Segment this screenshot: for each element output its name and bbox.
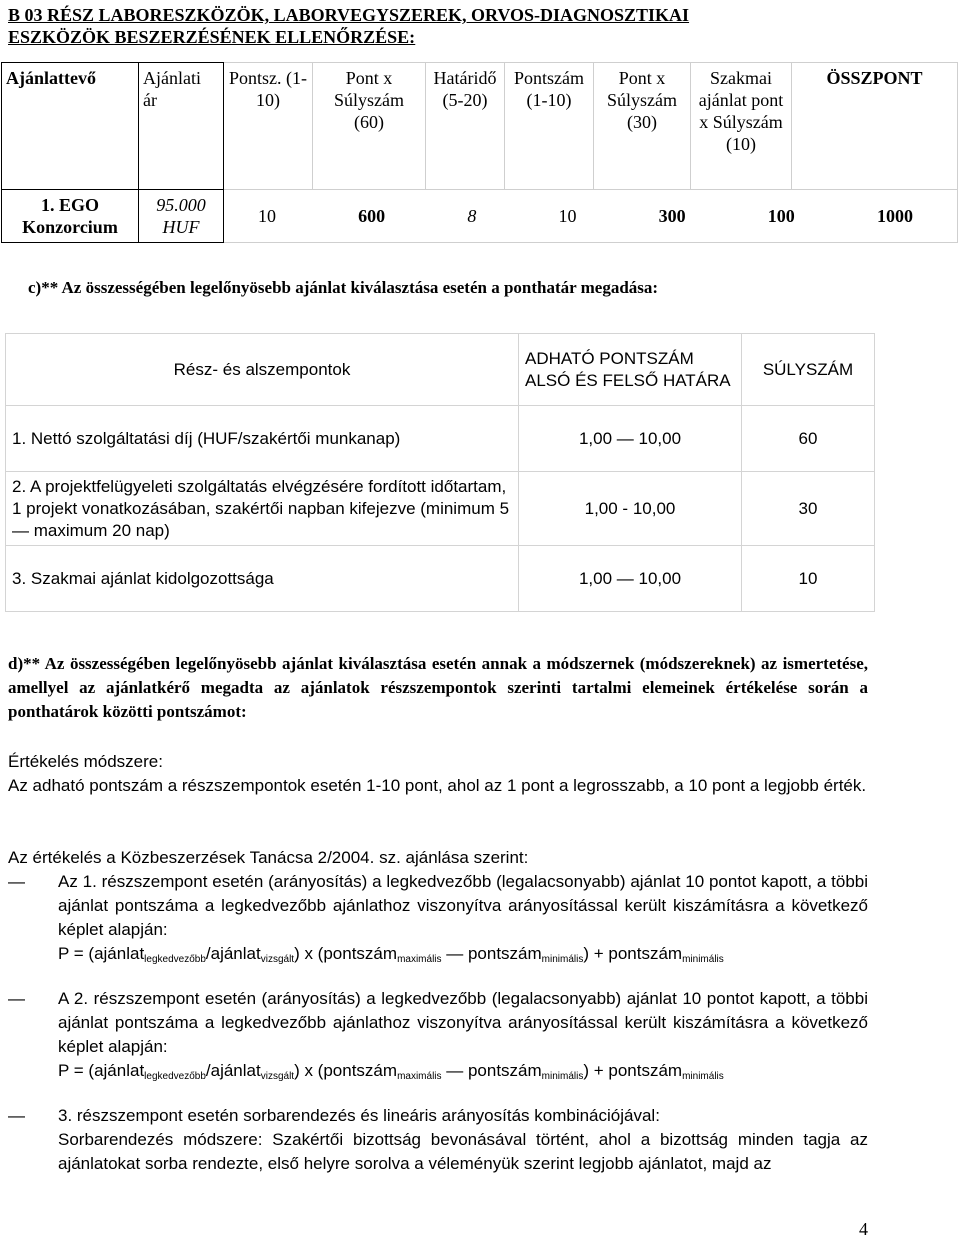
formula-part: /ajánlat [205, 1061, 261, 1080]
bullet-dash: — [8, 1106, 25, 1125]
formula-part: ) x (pontszám [294, 1061, 398, 1080]
formula-sub: minimális [682, 954, 724, 965]
criteria-row [6, 472, 875, 546]
criteria-header-name: Rész- és alszempontok [6, 334, 519, 406]
criteria-row-name: 2. A projektfelügyeleti szolgáltatás elvégzésére fordított időtartam, 1 projekt vonatkozásában, szakértői napban kifejezve (minimum 5 — maximum 20 nap) [6, 472, 519, 546]
formula-sub: minimális [682, 1071, 724, 1082]
council-text: Az értékelés a Közbeszerzések Tanácsa 2/2004. sz. ajánlása szerint: [8, 848, 529, 867]
criteria-row-weight: 10 [742, 546, 875, 612]
formula-sub: minimális [541, 954, 584, 965]
header-professional: Szakmai ajánlat pont x Súlyszám (10) [691, 63, 792, 190]
value-total: 1000 [876, 206, 913, 226]
value-weighted-30: 300 [658, 206, 686, 226]
section-heading [8, 4, 948, 48]
bullet-2 [8, 987, 868, 1083]
score-table [1, 62, 958, 243]
header-total: ÖSSZPONT [792, 63, 958, 190]
header-deadline: Határidő (5-20) [426, 63, 505, 190]
formula-part: P = (ajánlat [58, 1061, 145, 1080]
bullet-3-text: 3. részszempont esetén sorbarendezés és lineáris arányosítás kombinációjával: [58, 1106, 660, 1125]
formula-sub: legkedvezőbb [144, 1071, 206, 1082]
criteria-table [5, 333, 875, 612]
page-number: 4 [859, 1219, 868, 1239]
header-price: Ajánlati ár [139, 63, 224, 190]
c-heading: c)** Az összességében legelőnyösebb ajánlat kiválasztása esetén a ponthatár megadása: [28, 278, 659, 297]
score-values [224, 190, 958, 243]
value-points-2: 10 [558, 206, 577, 226]
formula-part: — pontszám [441, 1061, 542, 1080]
value-points: 10 [258, 206, 276, 226]
criteria-row-range: 1,00 — 10,00 [519, 546, 742, 612]
bullet-1-text: Az 1. részszempont esetén (arányosítás) a legkedvezőbb (legalacsonyabb) ajánlat 10 pontot kapott, a többi ajánlat pontszáma a legkedvezőbb ajánlathoz viszonyítva arányosítással került kiszámításra a következő képlet alapján: [58, 872, 868, 939]
formula-part: — pontszám [441, 944, 542, 963]
heading-line-1: B 03 RÉSZ LABORESZKÖZÖK, LABORVEGYSZEREK, ORVOS-DIAGNOSZTIKAI [8, 5, 690, 25]
score-row [2, 190, 958, 243]
score-table-header [2, 63, 958, 190]
bidder-name: 1. EGO Konzorcium [2, 190, 139, 243]
criteria-header-range: ADHATÓ PONTSZÁM ALSÓ ÉS FELSŐ HATÁRA [519, 334, 742, 406]
formula-sub: minimális [541, 1071, 584, 1082]
price-amount: 95.000 [156, 195, 206, 215]
bullet-2-text: A 2. részszempont esetén (arányosítás) a legkedvezőbb (legalacsonyabb) ajánlat 10 pontot kapott, a többi ajánlat pontszáma a legkedvezőbb ajánlathoz viszonyítva arányosítással került kiszámításra a következő képlet alapján: [58, 989, 868, 1056]
criteria-row-range: 1,00 - 10,00 [519, 472, 742, 546]
criteria-row [6, 546, 875, 612]
criteria-row-name: 1. Nettó szolgáltatási díj (HUF/szakértői munkanap) [6, 406, 519, 472]
formula-sub: maximális [397, 954, 442, 965]
value-weighted-60: 600 [358, 206, 386, 226]
criteria-header [6, 334, 875, 406]
d-heading: d)** Az összességében legelőnyösebb ajánlat kiválasztása esetén annak a módszernek (módszereknek) az ismertetése, amellyel az ajánlatkérő megadta az ajánlatok részszempontok szerinti tartalmi elemeinek értékelése során a ponthatárok közötti pontszámot: [8, 654, 868, 721]
criteria-row-weight: 60 [742, 406, 875, 472]
value-deadline: 8 [467, 206, 477, 226]
criteria-row [6, 406, 875, 472]
formula-2 [58, 1059, 868, 1083]
formula-sub: legkedvezőbb [144, 954, 206, 965]
bullet-dash: — [8, 989, 25, 1008]
bullet-3-extra: Sorbarendezés módszere: Szakértői bizottság bevonásával történt, ahol a bizottság minden tagja az ajánlatokat sorba rendezte, első helyre sorolva a véleményük szerint legjobb ajánlatot, majd az [58, 1130, 868, 1173]
criteria-row-weight: 30 [742, 472, 875, 546]
formula-part: /ajánlat [205, 944, 261, 963]
eval-method-label: Értékelés módszere: [8, 752, 163, 771]
formula-part: ) + pontszám [583, 1061, 683, 1080]
formula-part: P = (ajánlat [58, 944, 145, 963]
criteria-row-name: 3. Szakmai ajánlat kidolgozottsága [6, 546, 519, 612]
bullet-3 [8, 1104, 868, 1176]
formula-sub: vizsgált [260, 954, 295, 965]
price-currency: HUF [162, 217, 200, 237]
eval-method-text: Az adható pontszám a részszempontok esetén 1-10 pont, ahol az 1 pont a legrosszabb, a 10 pont a legjobb érték. [8, 776, 867, 795]
header-points: Pontsz. (1-10) [224, 63, 313, 190]
header-weighted-60: Pont x Súlyszám (60) [313, 63, 426, 190]
header-points-2: Pontszám (1-10) [505, 63, 594, 190]
heading-line-2: ESZKÖZÖK BESZERZÉSÉNEK ELLENŐRZÉSE: [8, 27, 416, 47]
formula-part: ) + pontszám [583, 944, 683, 963]
formula-sub: maximális [397, 1071, 442, 1082]
header-weighted-30: Pont x Súlyszám (30) [594, 63, 691, 190]
formula-sub: vizsgált [260, 1071, 295, 1082]
value-professional: 100 [767, 206, 795, 226]
header-bidder: Ajánlattevő [2, 63, 139, 190]
bullet-1 [8, 870, 868, 966]
criteria-row-range: 1,00 — 10,00 [519, 406, 742, 472]
bullet-dash: — [8, 872, 25, 891]
bidder-price [139, 190, 224, 243]
formula-1 [58, 942, 868, 966]
formula-part: ) x (pontszám [294, 944, 398, 963]
criteria-header-weight: SÚLYSZÁM [742, 334, 875, 406]
